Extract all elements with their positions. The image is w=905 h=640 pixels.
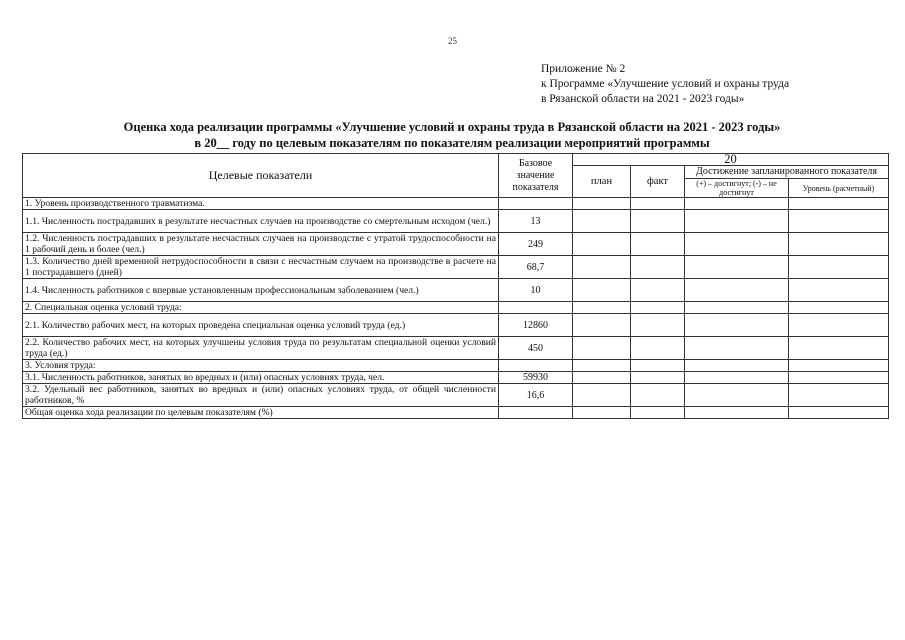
row-base-value: 450 xyxy=(499,337,573,360)
row-level xyxy=(789,256,889,279)
page-number: 25 xyxy=(448,36,457,46)
row-plan xyxy=(573,279,631,302)
row-fact xyxy=(631,407,685,419)
row-achieved xyxy=(685,314,789,337)
table-row xyxy=(23,210,889,233)
row-plan xyxy=(573,372,631,384)
table-row xyxy=(23,314,889,337)
row-achieved xyxy=(685,256,789,279)
row-label: Общая оценка хода реализации по целевым показателям (%) xyxy=(23,407,499,419)
row-plan xyxy=(573,314,631,337)
row-level xyxy=(789,337,889,360)
row-achieved xyxy=(685,337,789,360)
table-row xyxy=(23,360,889,372)
row-fact xyxy=(631,337,685,360)
row-label: 3.2. Удельный вес работников, занятых во вредных и (или) опасных условиях труда, от общей численности работников, % xyxy=(23,384,499,407)
row-base-value: 10 xyxy=(499,279,573,302)
row-fact xyxy=(631,233,685,256)
table-row xyxy=(23,256,889,279)
header-indicators: Целевые показатели xyxy=(23,154,499,198)
row-achieved xyxy=(685,407,789,419)
row-fact xyxy=(631,256,685,279)
row-base-value xyxy=(499,407,573,419)
table-row xyxy=(23,407,889,419)
row-label: 1. Уровень производственного травматизма. xyxy=(23,198,499,210)
row-label: 1.1. Численность пострадавших в результате несчастных случаев на производстве со смертельным исходом (чел.) xyxy=(23,210,499,233)
row-level xyxy=(789,384,889,407)
row-achieved xyxy=(685,279,789,302)
row-achieved xyxy=(685,210,789,233)
row-base-value xyxy=(499,302,573,314)
row-label: 1.4. Численность работников с впервые установленным профессиональным заболеванием (чел.) xyxy=(23,279,499,302)
row-level xyxy=(789,279,889,302)
row-plan xyxy=(573,407,631,419)
header-achieved-sign: (+) – достигнут; (-) – не достигнут xyxy=(685,179,789,198)
row-achieved xyxy=(685,198,789,210)
table-row xyxy=(23,384,889,407)
title-line-1: Оценка хода реализации программы «Улучшение условий и охраны труда в Рязанской области на 2021 - 2023 годы» xyxy=(123,120,781,134)
row-level xyxy=(789,233,889,256)
row-plan xyxy=(573,210,631,233)
appendix-line-3: в Рязанской области на 2021 - 2023 годы» xyxy=(541,93,745,105)
indicators-table xyxy=(22,153,889,419)
appendix-line-2: к Программе «Улучшение условий и охраны труда xyxy=(541,78,790,90)
row-label: 1.3. Количество дней временной нетрудоспособности в связи с несчастным случаем на производстве в расчете на 1 пострадавшего (дней) xyxy=(23,256,499,279)
row-base-value: 59930 xyxy=(499,372,573,384)
row-label: 2.1. Количество рабочих мест, на которых проведена специальная оценка условий труда (ед.) xyxy=(23,314,499,337)
row-base-value: 68,7 xyxy=(499,256,573,279)
row-plan xyxy=(573,233,631,256)
header-base-value: Базовое значение показателя xyxy=(499,154,573,198)
row-base-value: 16,6 xyxy=(499,384,573,407)
header-level: Уровень (расчетный) xyxy=(789,179,889,198)
row-label: 3. Условия труда: xyxy=(23,360,499,372)
table-row xyxy=(23,302,889,314)
row-plan xyxy=(573,337,631,360)
row-fact xyxy=(631,360,685,372)
row-base-value xyxy=(499,360,573,372)
row-label: 2.2. Количество рабочих мест, на которых улучшены условия труда по результатам специальной оценки условий труда (ед.) xyxy=(23,337,499,360)
row-plan xyxy=(573,302,631,314)
row-fact xyxy=(631,372,685,384)
header-fact: факт xyxy=(631,166,685,198)
document-title xyxy=(20,119,884,151)
row-fact xyxy=(631,210,685,233)
appendix-note xyxy=(541,62,881,107)
row-label: 1.2. Численность пострадавших в результате несчастных случаев на производстве с утратой трудоспособности на 1 рабочий день и более (чел.) xyxy=(23,233,499,256)
row-level xyxy=(789,372,889,384)
row-plan xyxy=(573,384,631,407)
row-achieved xyxy=(685,360,789,372)
row-plan xyxy=(573,360,631,372)
row-achieved xyxy=(685,233,789,256)
row-fact xyxy=(631,302,685,314)
row-plan xyxy=(573,256,631,279)
row-label: 2. Специальная оценка условий труда: xyxy=(23,302,499,314)
table-row xyxy=(23,279,889,302)
table-row xyxy=(23,198,889,210)
row-fact xyxy=(631,198,685,210)
table-row xyxy=(23,233,889,256)
table-row xyxy=(23,372,889,384)
row-achieved xyxy=(685,372,789,384)
header-plan: план xyxy=(573,166,631,198)
row-label: 3.1. Численность работников, занятых во вредных и (или) опасных условиях труда, чел. xyxy=(23,372,499,384)
header-year: 20 xyxy=(573,154,889,166)
row-level xyxy=(789,198,889,210)
appendix-line-1: Приложение № 2 xyxy=(541,63,626,75)
row-level xyxy=(789,360,889,372)
row-base-value: 249 xyxy=(499,233,573,256)
row-base-value xyxy=(499,198,573,210)
row-plan xyxy=(573,198,631,210)
row-achieved xyxy=(685,302,789,314)
row-base-value: 13 xyxy=(499,210,573,233)
row-fact xyxy=(631,279,685,302)
row-achieved xyxy=(685,384,789,407)
row-level xyxy=(789,314,889,337)
row-level xyxy=(789,210,889,233)
row-base-value: 12860 xyxy=(499,314,573,337)
row-fact xyxy=(631,384,685,407)
title-line-2: в 20__ году по целевым показателям по показателям реализации мероприятий программы xyxy=(194,136,710,150)
row-level xyxy=(789,407,889,419)
row-fact xyxy=(631,314,685,337)
table-row xyxy=(23,337,889,360)
header-achievement: Достижение запланированного показателя xyxy=(685,166,889,179)
row-level xyxy=(789,302,889,314)
